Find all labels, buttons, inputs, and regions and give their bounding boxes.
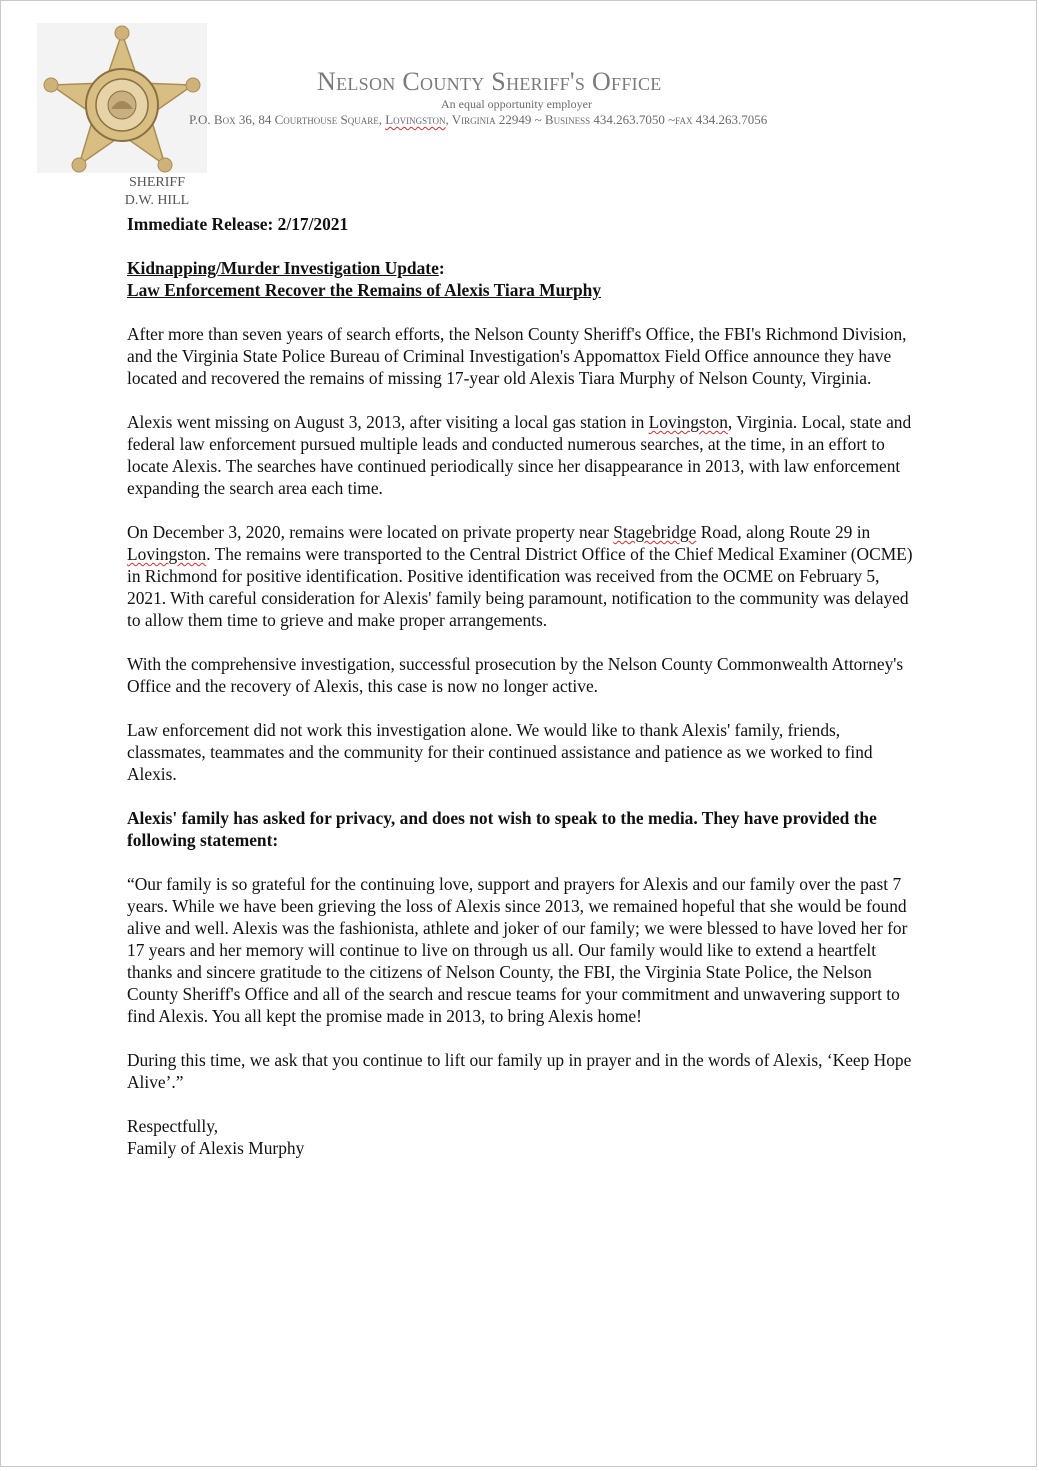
headline-colon: : [438,258,445,278]
paragraph-2-town: Lovingston [648,412,728,432]
headline-line-1: Kidnapping/Murder Investigation Update [127,258,439,278]
paragraph-3-part-c: . The remains were transported to the Central District Office of the Chief Medical Examiner (OCME) in Richmond for positive identification. Positive identification was received from the OCME on February 5, 2021. With careful consideration for Alexis' family being paramount, notification to the community was delayed to allow them time to grieve and make proper arrangements. [127,544,913,630]
paragraph-3-part-b: Road, along Route 29 in [696,522,871,542]
address-part-1: P.O. Box 36, 84 Courthouse Square, [189,112,386,127]
paragraph-3-road: Stagebridge [613,522,697,542]
paragraph-4: With the comprehensive investigation, successful prosecution by the Nelson County Commonwealth Attorney's Office and the recovery of Alexis, this case is now no longer active. [127,654,904,696]
paragraph-3-part-a: On December 3, 2020, remains were located on private property near [127,522,614,542]
office-name: Nelson County Sheriff's Office [317,67,662,96]
sheriff-badge-logo [37,23,207,208]
equal-opportunity-line: An equal opportunity employer [441,97,592,111]
paragraph-5: Law enforcement did not work this investigation alone. We would like to thank Alexis' family, friends, classmates, teammates and the community for their continued assistance and patience as we worked to find Alexis. [127,720,873,784]
family-statement-closing: During this time, we ask that you continue to lift our family up in prayer and in the words of Alexis, ‘Keep Hope Alive’.” [127,1050,912,1092]
release-date: Immediate Release: 2/17/2021 [127,214,349,234]
headline-line-2: Law Enforcement Recover the Remains of Alexis Tiara Murphy [127,280,602,300]
address-part-2: , Virginia 22949 ~ Business 434.263.7050 ~fax 434.263.7056 [445,112,768,127]
paragraph-2-part-a: Alexis went missing on August 3, 2013, after visiting a local gas station in [127,412,649,432]
closing: Respectfully, [127,1116,219,1136]
paragraph-3 [127,521,917,631]
office-address [189,112,767,128]
paragraph-2 [127,411,917,499]
paragraph-1: After more than seven years of search efforts, the Nelson County Sheriff's Office, the FBI's Richmond Division, and the Virginia State Police Bureau of Criminal Investigation's Appomattox Field Office announce they have located and recovered the remains of missing 17-year old Alexis Tiara Murphy of Nelson County, Virginia. [127,324,907,388]
star-badge-icon [37,23,207,173]
headline [127,257,917,301]
badge-rank: SHERIFF [128,175,186,190]
signature-block [127,1115,917,1159]
family-privacy-notice: Alexis' family has asked for privacy, and does not wish to speak to the media. They have provided the following statement: [127,808,877,850]
badge-name: D.W. HILL [124,193,190,208]
paragraph-3-town: Lovingston [127,544,207,564]
family-statement: “Our family is so grateful for the continuing love, support and prayers for Alexis and our family over the past 7 years. While we have been grieving the loss of Alexis since 2013, we remained hopeful that she would be found alive and well. Alexis was the fashionista, athlete and joker of our family; we were blessed to have loved her for 17 years and her memory will continue to live on through us all. Our family would like to extend a heartfelt thanks and sincere gratitude to the citizens of Nelson County, the FBI, the Virginia State Police, the Nelson County Sheriff's Office and all of the search and rescue teams for your commitment and unwavering support to find Alexis. You all kept the promise made in 2013, to bring Alexis home! [127,874,908,1026]
paragraph-2-part-b: , Virginia. Local, state and federal law enforcement pursued multiple leads and conducted numerous searches, at the time, in an effort to locate Alexis. The searches have continued periodically since her disappearance in 2013, with law enforcement expanding the search area each time. [127,412,912,498]
signature: Family of Alexis Murphy [127,1138,305,1158]
press-release-body [127,213,917,1159]
address-town: Lovingston [385,112,446,127]
